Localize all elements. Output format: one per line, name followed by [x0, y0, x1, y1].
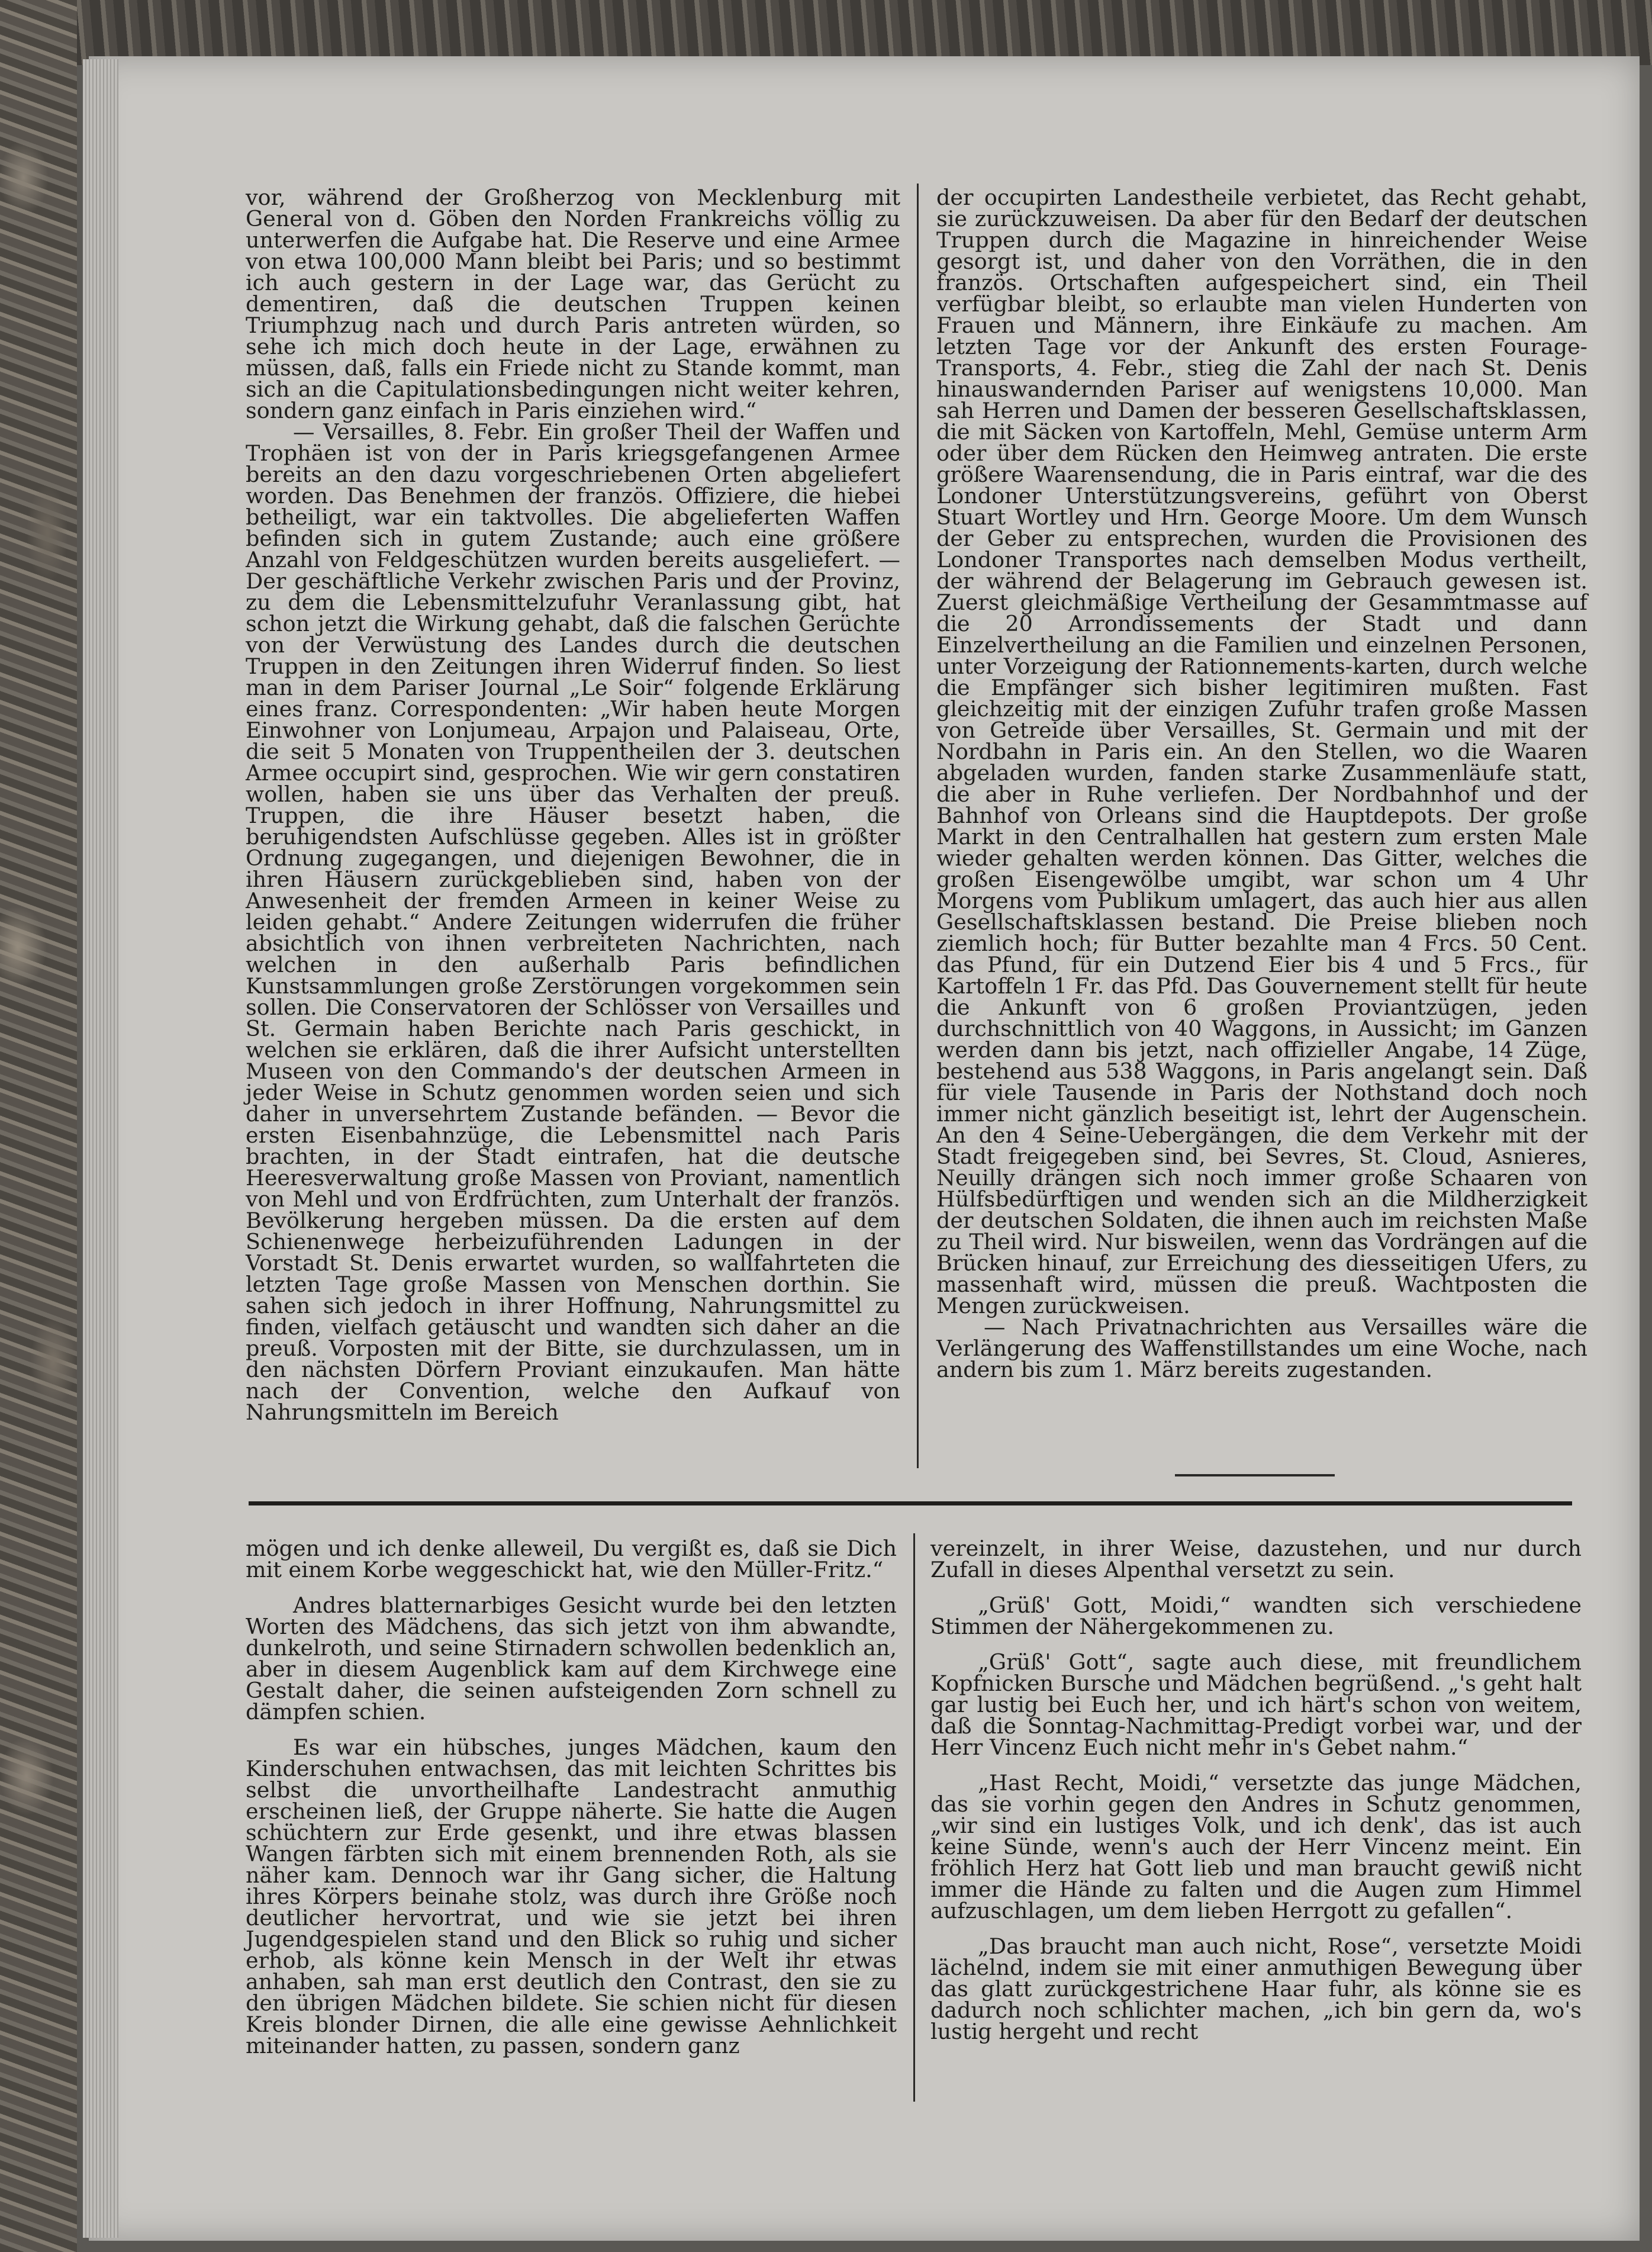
- paragraph: „Hast Recht, Moidi,“ versetzte das junge Mädchen, das sie vorhin gegen den Andres in Schutz genommen, „wir sind ein lustiges Volk, und ich denk', das ist auch keine Sünde, wenn's auch der Herr Vincenz meint. Ein fröhlich Herz hat Gott lieb und man braucht gewiß nicht immer die Hände zu falten und die Augen zum Himmel aufzuschlagen, um dem lieben Herrgott zu gefallen“.: [930, 1770, 1582, 1923]
- paragraph: Es war ein hübsches, junges Mädchen, kaum den Kinderschuhen entwachsen, das mit leichten Schrittes bis selbst die unvortheilhafte Landestracht anmuthig erscheinen ließ, der Gruppe näherte. Sie hatte die Augen schüchtern zur Erde gesenkt, und ihre etwas blassen Wangen färbten sich mit einem brennenden Roth, als sie näher kam. Dennoch war ihr Gang sicher, die Haltung ihres Körpers beinahe stolz, was durch ihre Größe noch deutlicher hervortrat, und wie sie jetzt bei ihren Jugendgespielen stand und den Blick so ruhig und sicher erhob, als könne kein Mensch in der Welt ihr etwas anhaben, sah man erst deutlich den Contrast, den sie zu den übrigen Mädchen bildete. Sie schien nicht für diesen Kreis blonder Dirnen, die alle eine gewisse Aehnlichkeit miteinander hatten, zu passen, sondern ganz: [246, 1735, 897, 2058]
- paragraph: — Nach Privatnachrichten aus Versailles wäre die Verlängerung des Waffenstillstandes um eine Woche, nach andern bis zum 1. März bereits zugestanden.: [936, 1314, 1587, 1382]
- paragraph: vor, während der Großherzog von Mecklenburg mit General von d. Göben den Norden Frankreichs völlig zu unterwerfen die Aufgabe hat. Die Reserve und eine Armee von etwa 100,000 Mann bleibt bei Paris; und so bestimmt ich auch gestern in der Lage war, das Gerücht zu dementiren, daß die deutschen Truppen keinen Triumphzug nach und durch Paris antreten würden, so sehe ich mich doch heute in der Lage, erwähnen zu müssen, daß, falls ein Friede nicht zu Stande kommt, man sich an die Capitulationsbedingungen nicht weiter kehren, sondern ganz einfach in Paris einziehen wird.“: [246, 185, 900, 423]
- section-end-rule: [1175, 1474, 1335, 1476]
- bottom-left-column: [246, 1538, 897, 2057]
- paragraph: „Grüß' Gott“, sagte auch diese, mit freundlichem Kopfnicken Bursche und Mädchen begrüßend. „'s geht halt gar lustig bei Euch her, und ich härt's schon von weitem, daß die Sonntag-Nachmittag-Predigt vorbei war, und der Herr Vincenz Euch nicht mehr in's Gebet nahm.“: [930, 1649, 1582, 1760]
- paragraph: vereinzelt, in ihrer Weise, dazustehen, und nur durch Zufall in dieses Alpenthal versetzt zu sein.: [930, 1536, 1582, 1582]
- column-divider: [913, 1533, 915, 2102]
- page-stack-edge: [83, 59, 118, 2238]
- paragraph: „Grüß' Gott, Moidi,“ wandten sich verschiedene Stimmen der Nähergekommenen zu.: [930, 1593, 1582, 1639]
- paragraph: mögen und ich denke alleweil, Du vergißt es, daß sie Dich mit einem Korbe weggeschickt hat, wie den Müller-Fritz.“: [246, 1536, 897, 1582]
- paragraph: — Versailles, 8. Febr. Ein großer Theil der Waffen und Trophäen ist von der in Paris kriegsgefangenen Armee bereits an den dazu vorgeschriebenen Orten abgeliefert worden. Das Benehmen der französ. Offiziere, die hiebei betheiligt, war ein taktvolles. Die abgelieferten Waffen befinden sich in gutem Zustande; auch eine größere Anzahl von Feldgeschützen wurden bereits ausgeliefert. — Der geschäftliche Verkehr zwischen Paris und der Provinz, zu dem die Lebensmittelzufuhr Veranlassung gibt, hat schon jetzt die Wirkung gehabt, daß die falschen Gerüchte von der Verwüstung des Landes durch die deutschen Truppen in den Zeitungen ihren Widerruf finden. So liest man in dem Pariser Journal „Le Soir“ folgende Erklärung eines franz. Correspondenten: „Wir haben heute Morgen Einwohner von Lonjumeau, Arpajon und Palaiseau, Orte, die seit 5 Monaten von Truppentheilen der 3. deutschen Armee occupirt sind, gesprochen. Wie wir gern constatiren wollen, haben sie uns über das Verhalten der preuß. Truppen, die ihre Häuser besetzt haben, die beruhigendsten Aufschlüsse gegeben. Alles ist in größter Ordnung zugegangen, und diejenigen Bewohner, die in ihren Häusern zurückgeblieben sind, haben von der Anwesenheit der fremden Armeen in keiner Weise zu leiden gehabt.“ Andere Zeitungen widerrufen die früher absichtlich von ihnen verbreiteten Nachrichten, nach welchen in den außerhalb Paris befindlichen Kunstsammlungen große Zerstörungen vorgekommen sein sollen. Die Conservatoren der Schlösser von Versailles und St. Germain haben Berichte nach Paris geschickt, in welchen sie erklären, daß die ihrer Aufsicht unterstellten Museen von den Commando's der deutschen Armeen in jeder Weise in Schutz genommen worden seien und sich daher in unversehrtem Zustande befänden. — Bevor die ersten Eisenbahnzüge, die Lebensmittel nach Paris brachten, in der Stadt eintrafen, hat die deutsche Heeresverwaltung große Massen von Proviant, namentlich von Mehl und von Erdfrüchten, zum Unterhalt der französ. Bevölkerung hergeben müssen. Da die ersten auf dem Schienenwege herbeizuführenden Ladungen in der Vorstadt St. Denis erwartet wurden, so wallfahrteten die letzten Tage große Massen von Menschen dorthin. Sie sahen sich jedoch in ihrer Hoffnung, Nahrungsmittel zu finden, vielfach getäuscht und wandten sich daher an die preuß. Vorposten mit der Bitte, sie durchzulassen, um in den nächsten Dörfern Proviant einzukaufen. Man hätte nach der Convention, welche den Aufkauf von Nahrungsmitteln im Bereich: [246, 419, 900, 1425]
- paragraph: Andres blatternarbiges Gesicht wurde bei den letzten Worten des Mädchens, das sich jetzt von ihm abwandte, dunkelroth, und seine Stirnadern schwollen bedenklich an, aber in diesem Augenblick kam auf dem Kirchwege eine Gestalt daher, die seinen aufsteigenden Zorn schnell zu dämpfen schien.: [246, 1593, 897, 1725]
- paragraph: der occupirten Landestheile verbietet, das Recht gehabt, sie zurückzuweisen. Da aber für den Bedarf der deutschen Truppen durch die Magazine in hinreichender Weise gesorgt ist, und daher von den Vorräthen, die in den französ. Ortschaften aufgespeichert sind, ein Theil verfügbar bleibt, so erlaubte man vielen Hunderten von Frauen und Männern, ihre Einkäufe zu machen. Am letzten Tage vor der Ankunft des ersten Fourage-Transports, 4. Febr., stieg die Zahl der nach St. Denis hinauswandernden Pariser auf wenigstens 10,000. Man sah Herren und Damen der besseren Gesellschaftsklassen, die mit Säcken von Kartoffeln, Mehl, Gemüse unterm Arm oder über dem Rücken den Heimweg antraten. Die erste größere Waarensendung, die in Paris eintraf, war die des Londoner Unterstützungsvereins, geführt von Oberst Stuart Wortley und Hrn. George Moore. Um dem Wunsch der Geber zu entsprechen, wurden die Provisionen des Londoner Transportes nach demselben Modus vertheilt, der während der Belagerung im Gebrauch gewesen ist. Zuerst gleichmäßige Vertheilung der Gesammtmasse auf die 20 Arrondissements der Stadt und dann Einzelvertheilung an die Familien und einzelnen Personen, unter Vorzeigung der Rationnements-karten, durch welche die Empfänger sich bisher legitimiren mußten. Fast gleichzeitig mit der einzigen Zufuhr trafen große Massen von Getreide über Versailles, St. Germain und mit der Nordbahn in Paris ein. An den Stellen, wo die Waaren abgeladen wurden, fanden starke Zusammenläufe statt, die aber in Ruhe verliefen. Der Nordbahnhof und der Bahnhof von Orleans sind die Hauptdepots. Der große Markt in den Centralhallen hat gestern zum ersten Male wieder gehalten werden können. Das Gitter, welches die großen Eisengewölbe umgibt, war schon um 4 Uhr Morgens vom Publikum umlagert, das auch hier aus allen Gesellschaftsklassen bestand. Die Preise blieben noch ziemlich hoch; für Butter bezahlte man 4 Frcs. 50 Cent. das Pfund, für ein Dutzend Eier bis 4 und 5 Frcs., für Kartoffeln 1 Fr. das Pfd. Das Gouvernement stellt für heute die Ankunft von 6 großen Proviantzügen, jeden durchschnittlich von 40 Waggons, in Aussicht; im Ganzen werden dann bis jetzt, nach offizieller Angabe, 14 Züge, bestehend aus 538 Waggons, in Paris angelangt sein. Daß für viele Tausende in Paris der Nothstand doch noch immer nicht gänzlich beseitigt ist, lehrt der Augenschein. An den 4 Seine-Uebergängen, die dem Verkehr mit der Stadt freigegeben sind, bei Sevres, St. Cloud, Asnieres, Neuilly drängen sich noch immer große Schaaren von Hülfsbedürftigen und wenden sich an die Mildherzigkeit der deutschen Soldaten, die ihnen auch im reichsten Maße zu Theil wird. Nur bisweilen, wenn das Vordrängen auf die Brücken hinauf, zur Erreichung des diesseitigen Ufers, zu massenhaft wird, müssen die preuß. Wachtposten die Mengen zurückweisen.: [936, 185, 1587, 1318]
- column-divider: [917, 184, 919, 1468]
- section-divider-rule: [249, 1501, 1572, 1505]
- marbled-cover-edge: [0, 0, 77, 2252]
- top-left-column: [246, 187, 900, 1423]
- bottom-right-column: [930, 1538, 1582, 2042]
- paragraph: „Das braucht man auch nicht, Rose“, versetzte Moidi lächelnd, indem sie mit einer anmuthigen Bewegung über das glatt zurückgestrichene Haar fuhr, als könne sie es dadurch noch schlichter machen, „ich bin gern da, wo's lustig hergeht und recht: [930, 1933, 1582, 2044]
- top-right-column: [936, 187, 1587, 1381]
- top-binding-strip: [0, 0, 1652, 65]
